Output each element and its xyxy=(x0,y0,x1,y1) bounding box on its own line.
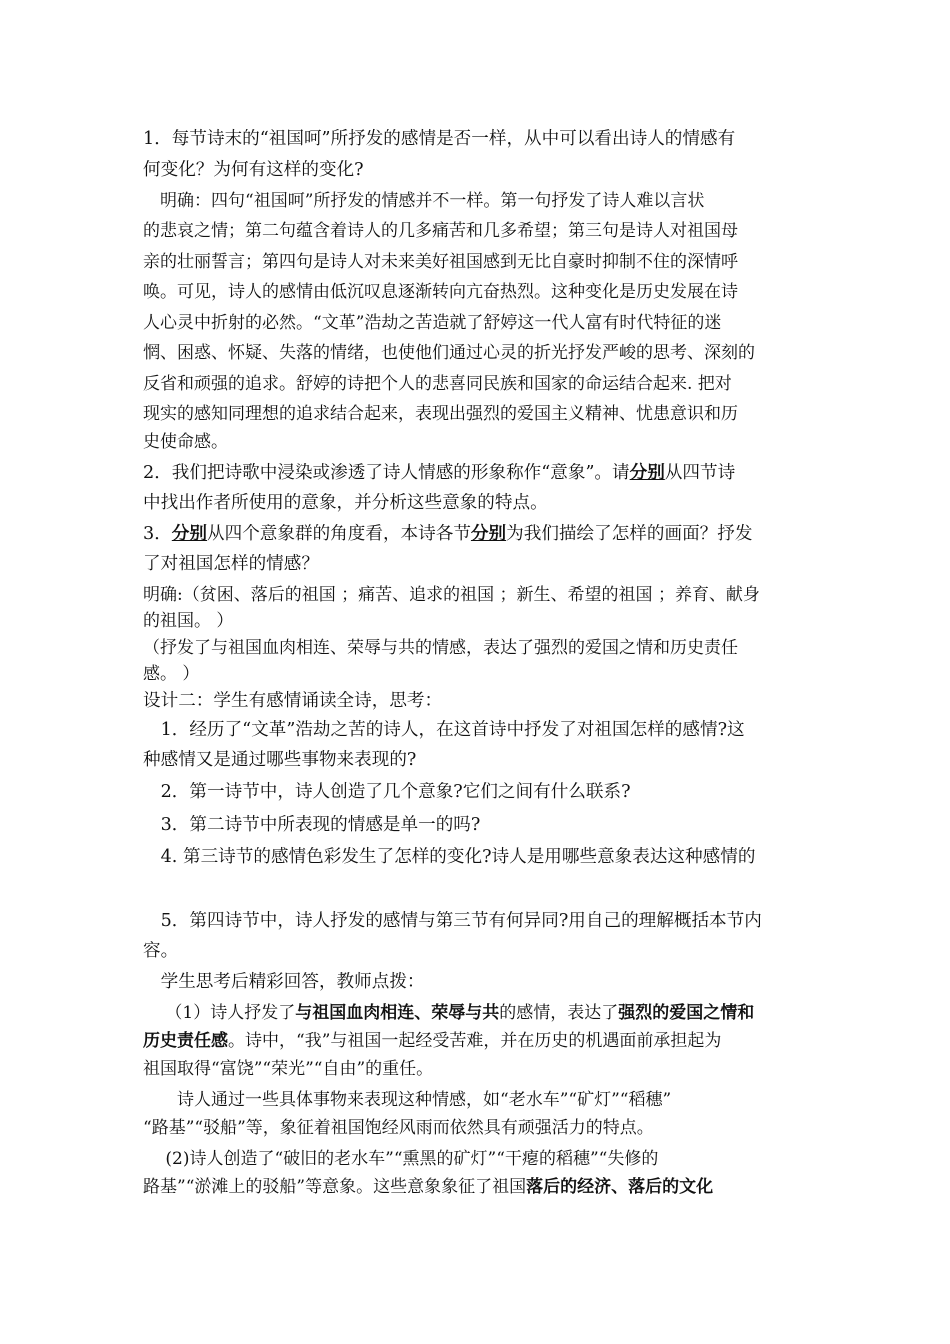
text-line: 何变化？为何有这样的变化? xyxy=(143,160,364,180)
text-line: 路基”“淤滩上的驳船”等意象。这些意象象征了祖国落后的经济、落后的文化 xyxy=(143,1177,714,1197)
text-line: 人心灵中折射的必然。“文革”浩劫之苦造就了舒婷这一代人富有时代特征的迷 xyxy=(143,313,722,333)
text-line: 中找出作者所使用的意象，并分析这些意象的特点。 xyxy=(143,493,548,513)
text-line: 诗人通过一些具体事物来表现这种情感，如“老水车”“矿灯”“稻穗” xyxy=(143,1090,672,1110)
emphasis-underline: 分别 xyxy=(629,462,665,483)
text-line: 历史责任感。诗中，“我”与祖国一起经受苦难，并在历史的机遇面前承担起为 xyxy=(143,1031,722,1051)
emphasis-bold: 历史责任感 xyxy=(143,1031,228,1051)
text-line: 4. 第三诗节的感情色彩发生了怎样的变化?诗人是用哪些意象表达这种感情的 xyxy=(143,847,756,867)
text-line: 惘、困惑、怀疑、失落的情绪，也使他们通过心灵的折光抒发严峻的思考、深刻的 xyxy=(143,343,755,363)
text-line: 史使命感。 xyxy=(143,432,228,452)
text-line: 了对祖国怎样的情感？ xyxy=(143,554,319,574)
text-line: 的祖国。 ） xyxy=(143,611,234,631)
text-line: 现实的感知同理想的追求结合起来，表现出强烈的爱国主义精神、忧患意识和历 xyxy=(143,404,738,424)
text-line: 设计二：学生有感情诵读全诗，思考： xyxy=(143,691,443,711)
text-line: 祖国取得“富饶”“荣光”“自由”的重任。 xyxy=(143,1059,434,1079)
text-line: 亲的壮丽誓言；第四句是诗人对未来美好祖国感到无比自豪时抑制不住的深情呼 xyxy=(143,252,738,272)
text-line: 5．第四诗节中，诗人抒发的感情与第三节有何异同?用自己的理解概括本节内 xyxy=(143,911,762,931)
text-line: （1）诗人抒发了与祖国血肉相连、荣辱与共的感情，表达了强烈的爱国之情和 xyxy=(143,1003,755,1023)
text-line: 明确:（贫困、落后的祖国 ；痛苦、追求的祖国 ；新生、希望的祖国 ；养育、献身 xyxy=(143,585,760,605)
text-line: （抒发了与祖国血肉相连、荣辱与共的情感，表达了强烈的爱国之情和历史责任 xyxy=(143,638,738,658)
text-line: 1．经历了“文革”浩劫之苦的诗人，在这首诗中抒发了对祖国怎样的感情?这 xyxy=(143,720,745,740)
text-line: 3．第二诗节中所表现的情感是单一的吗? xyxy=(143,815,481,835)
text-line: (2)诗人创造了“破旧的老水车”“熏黑的矿灯”“干瘪的稻穗”“失修的 xyxy=(143,1149,659,1169)
emphasis-underline: 分别 xyxy=(470,523,507,544)
text-line: 感。 ） xyxy=(143,664,200,684)
text-line: 3．分别从四个意象群的角度看，本诗各节分别为我们描绘了怎样的画面？抒发 xyxy=(143,523,753,544)
text-line: 2．第一诗节中，诗人创造了几个意象?它们之间有什么联系? xyxy=(143,782,631,802)
emphasis-bold: 与祖国血肉相连、荣辱与共 xyxy=(295,1003,500,1023)
text-line: 容。 xyxy=(143,941,179,961)
text-line: 种感情又是通过哪些事物来表现的? xyxy=(143,750,417,770)
text-line: “路基”“驳船”等，象征着祖国饱经风雨而依然具有顽强活力的特点。 xyxy=(143,1118,654,1138)
emphasis-bold: 强烈的爱国之情和 xyxy=(618,1003,755,1023)
text-line: 的悲哀之情；第二句蕴含着诗人的几多痛苦和几多希望；第三句是诗人对祖国母 xyxy=(143,221,738,241)
emphasis-bold: 落后的经济、落后的文化 xyxy=(526,1177,714,1197)
text-line: 反省和顽强的追求。舒婷的诗把个人的悲喜同民族和国家的命运结合起来. 把对 xyxy=(143,374,732,394)
text-line: 2．我们把诗歌中浸染或渗透了诗人情感的形象称作“意象”。请分别从四节诗 xyxy=(143,462,736,483)
text-line: 唤。可见，诗人的感情由低沉叹息逐渐转向亢奋热烈。这种变化是历史发展在诗 xyxy=(143,282,738,302)
text-line: 学生思考后精彩回答，教师点拨： xyxy=(143,972,425,992)
text-line: 1．每节诗末的“祖国呵”所抒发的感情是否一样，从中可以看出诗人的情感有 xyxy=(143,129,736,149)
text-line: 明确：四句“祖国呵”所抒发的情感并不一样。第一句抒发了诗人难以言状 xyxy=(143,191,705,211)
emphasis-underline: 分别 xyxy=(171,523,207,544)
